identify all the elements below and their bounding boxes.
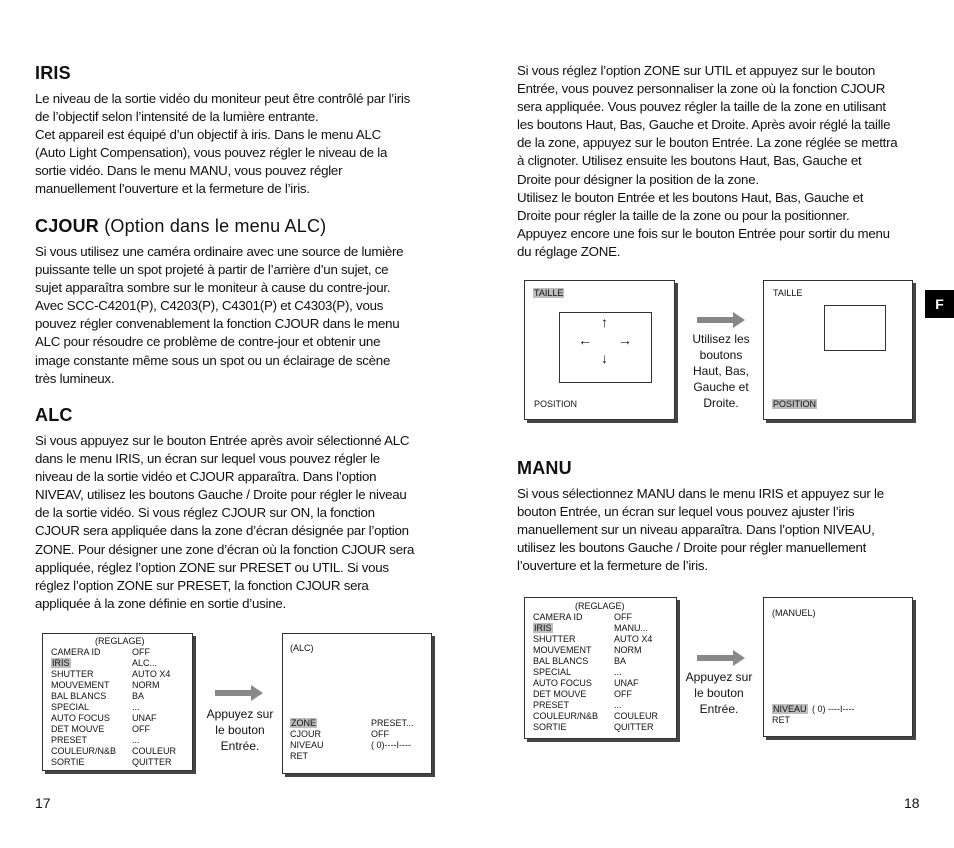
taille-caption: Utilisez les boutons Haut, Bas, Gauche et Droite. <box>692 332 750 410</box>
up-arrow-icon: ↑ <box>601 314 608 330</box>
taille-label: TAILLE <box>773 288 803 298</box>
menu-item-label: PRESET <box>533 700 570 710</box>
menu-item-value: OFF <box>614 612 632 622</box>
position-label: POSITION <box>773 399 817 409</box>
cjour-paragraph: Si vous utilisez une caméra ordinaire avec une source de lumière puissante telle un spot projeté à partir de l’arrière d’un sujet, ce sujet apparaîtra sombre sur le moniteur à cause du contre-jour. Avec SCC-C4201(P), C4203(P), C4301(P) et C4303(P), vous pouvez régler convenablement la fonction CJOUR dans le menu ALC pour résoudre ce problème de contre-jour et obtenir une image constante même sous un spot ou un éclairage de scène très lumineux. <box>35 244 404 386</box>
menu-item-label: MOUVEMENT <box>533 645 592 655</box>
menu-item-label: COULEUR/N&B <box>51 746 117 756</box>
menu-item-label: IRIS <box>52 658 70 668</box>
menu-item-label: CJOUR <box>290 729 321 739</box>
menu-item-value: UNAF <box>132 713 157 723</box>
menu-item-label: IRIS <box>534 623 552 633</box>
menu-item-value: UNAF <box>614 678 639 688</box>
left-arrow-icon: ← <box>578 332 592 348</box>
reglage-menu-screen <box>524 597 677 739</box>
menu-item-label: COULEUR/N&B <box>533 711 599 721</box>
zone-box <box>559 312 652 383</box>
arrow-caption: Appuyez sur le bouton Entrée. <box>685 670 753 716</box>
reglage-menu-screen <box>42 633 193 771</box>
menu-item-value: ( 0) ----I---- <box>812 704 855 714</box>
menu-item-value: ... <box>614 667 622 677</box>
menu-item-label: PRESET <box>51 735 88 745</box>
menu-item-value: PRESET... <box>371 718 414 728</box>
menu-item-label: NIVEAU <box>773 704 807 714</box>
right-arrow-icon <box>215 685 265 701</box>
menu-header: (MANUEL) <box>772 608 816 618</box>
menu-header: (REGLAGE) <box>575 601 625 611</box>
menu-item-value: ... <box>132 702 140 712</box>
down-arrow-icon: ↓ <box>601 350 608 366</box>
menu-header: (ALC) <box>290 643 314 653</box>
menu-item-label: BAL BLANCS <box>51 691 107 701</box>
menu-header: (REGLAGE) <box>95 636 145 646</box>
taille-label: TAILLE <box>534 288 564 298</box>
menu-item-label: SORTIE <box>533 722 567 732</box>
iris-heading: IRIS <box>35 63 71 83</box>
menu-item-label: RET <box>772 715 790 725</box>
manu-paragraph: Si vous sélectionnez MANU dans le menu IRIS et appuyez sur le bouton Entrée, un écran sur lequel vous pouvez ajuster l’iris manuellement sur un niveau apparaîtra. Dans l’option NIVEAU, utilisez les boutons Gauche / Droite pour régler manuellement l’ouverture et la fermeture de l’iris. <box>517 486 884 574</box>
manu-heading: MANU <box>517 458 572 478</box>
menu-item-label: CAMERA ID <box>533 612 583 622</box>
menu-item-label: SHUTTER <box>51 669 94 679</box>
right-arrow-icon <box>697 312 747 328</box>
cjour-subtitle: (Option dans le menu ALC) <box>99 216 327 236</box>
taille-screen-adjust <box>524 280 675 420</box>
position-label: POSITION <box>534 399 578 409</box>
menu-item-value: AUTO X4 <box>614 634 653 644</box>
menu-item-value: OFF <box>132 647 150 657</box>
page-number: 18 <box>904 795 920 811</box>
menu-item-value: OFF <box>371 729 389 739</box>
menu-item-value: NORM <box>614 645 642 655</box>
alc-menu-screen <box>282 633 432 774</box>
menu-item-label: CAMERA ID <box>51 647 101 657</box>
menu-item-value: ... <box>614 700 622 710</box>
right-arrow-icon <box>697 650 747 666</box>
menu-item-label: DET MOUVE <box>51 724 105 734</box>
menu-item-label: SPECIAL <box>533 667 572 677</box>
menu-item-value: ALC... <box>132 658 158 668</box>
zone-paragraph: Si vous réglez l’option ZONE sur UTIL et appuyez sur le bouton Entrée, vous pouvez personnaliser la zone où la fonction CJOUR sera appliquée. Vous pouvez régler la taille de la zone en utilisant les boutons Haut, Bas, Gauche et Droite. Après avoir réglé la taille de la zone, appuyez sur le bouton Entrée. La zone réglée se mettra à clignoter. Utilisez ensuite les boutons Haut, Bas, Gauche et Droite pour désigner la position de la zone. Utilisez le bouton Entrée et les boutons Haut, Bas, Gauche et Droite pour régler la taille de la zone ou pour la positionner. Appuyez encore une fois sur le bouton Entrée pour sortir du menu du réglage ZONE. <box>517 63 898 259</box>
menu-item-value: QUITTER <box>132 757 172 767</box>
menu-item-value: QUITTER <box>614 722 654 732</box>
menu-item-label: SORTIE <box>51 757 85 767</box>
menu-item-label: SPECIAL <box>51 702 90 712</box>
menu-item-value: AUTO X4 <box>132 669 171 679</box>
menu-item-value: ( 0)----I---- <box>371 740 411 750</box>
menu-item-label: RET <box>290 751 308 761</box>
menu-item-label: MOUVEMENT <box>51 680 110 690</box>
right-arrow-key-icon: → <box>618 332 632 348</box>
menu-item-label: NIVEAU <box>290 740 324 750</box>
menu-item-value: MANU... <box>614 623 649 633</box>
menu-item-value: NORM <box>132 680 160 690</box>
cjour-title: CJOUR <box>35 216 100 236</box>
menu-item-label: DET MOUVE <box>533 689 587 699</box>
page-number: 17 <box>35 795 51 811</box>
menu-item-value: BA <box>132 691 145 701</box>
section-tab-f: F <box>925 290 954 318</box>
alc-heading: ALC <box>35 405 73 425</box>
menu-item-value: COULEUR <box>614 711 659 721</box>
cjour-heading <box>35 216 326 237</box>
taille-screen-position <box>763 280 913 420</box>
menu-item-value: BA <box>614 656 627 666</box>
menu-item-value: OFF <box>614 689 632 699</box>
arrow-caption: Appuyez sur le bouton Entrée. <box>206 707 274 753</box>
menu-item-value: OFF <box>132 724 150 734</box>
menu-item-value: ... <box>132 735 140 745</box>
zone-box <box>824 305 886 351</box>
menu-item-label: AUTO FOCUS <box>51 713 110 723</box>
iris-paragraph: Le niveau de la sortie vidéo du moniteur peut être contrôlé par l’iris de l’objectif selon l’intensité de la lumière entrante. Cet appareil est équipé d’un objectif à iris. Dans le menu ALC (Auto Light Compensation), vous pouvez régler le niveau de la sortie vidéo. Dans le menu MANU, vous pouvez régler manuellement l’ouverture et la fermeture de l’iris. <box>35 91 410 197</box>
menu-item-label: BAL BLANCS <box>533 656 589 666</box>
menu-item-value: COULEUR <box>132 746 177 756</box>
manuel-menu-screen <box>763 597 913 737</box>
menu-item-label: SHUTTER <box>533 634 576 644</box>
alc-paragraph: Si vous appuyez sur le bouton Entrée après avoir sélectionné ALC dans le menu IRIS, un écran sur lequel vous pouvez régler le niveau de la sortie vidéo et CJOUR apparaîtra. Dans l’option NIVEAV, utilisez les boutons Gauche / Droite pour régler le niveau de la sortie vidéo. Si vous réglez CJOUR sur ON, la fonction CJOUR sera appliquée dans la zone d’écran désignée par l’option ZONE. Pour désigner une zone d’écran où la fonction CJOUR sera appliquée, réglez l’option ZONE sur PRESET ou UTIL. Si vous réglez l’option ZONE sur PRESET, la fonction CJOUR sera appliquée à la zone définie en sortie d’usine. <box>35 433 415 611</box>
menu-item-label: ZONE <box>291 718 317 728</box>
menu-item-label: AUTO FOCUS <box>533 678 592 688</box>
